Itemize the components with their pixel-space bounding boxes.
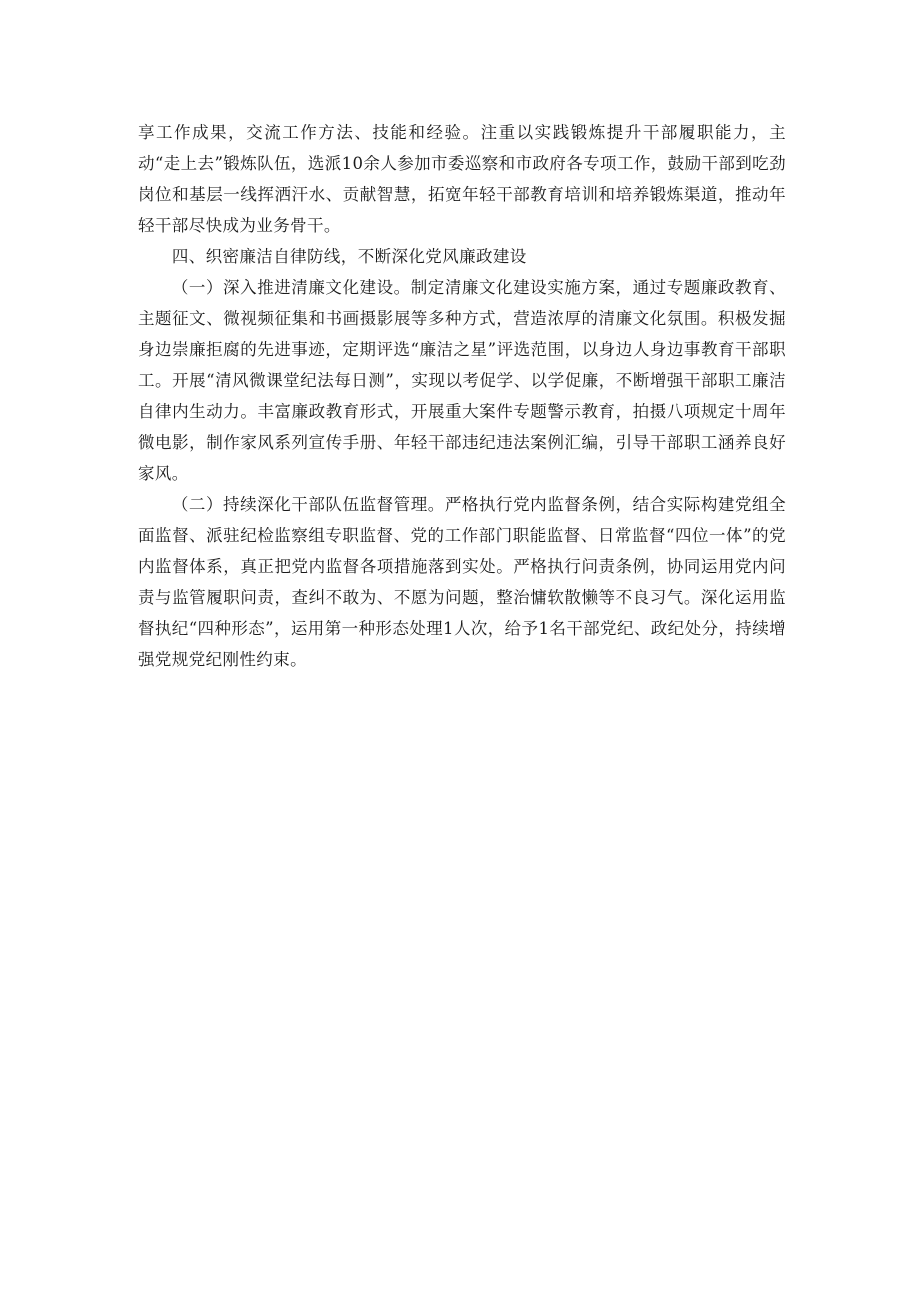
paragraph-continuation: 享工作成果，交流工作方法、技能和经验。注重以实践锻炼提升干部履职能力，主动“走上去”锻炼队伍，选派10余人参加市委巡察和市政府各专项工作，鼓励干部到吃劲岗位和基层一线挥洒汗水、贡献智慧，拓宽年轻干部教育培训和培养锻炼渠道，推动年轻干部尽快成为业务骨干。: [138, 123, 786, 235]
section-heading-4: 四、织密廉洁自律防线，不断深化党风廉政建设: [171, 247, 527, 266]
paragraph-item-1: （一）深入推进清廉文化建设。制定清廉文化建设实施方案，通过专题廉政教育、主题征文、微视频征集和书画摄影展等多种方式，营造浓厚的清廉文化氛围。积极发掘身边崇廉拒腐的先进事迹，定期评选“廉洁之星”评选范围，以身边人身边事教育干部职工。开展“清风微课堂纪法每日测”，实现以考促学、以学促廉，不断增强干部职工廉洁自律内生动力。丰富廉政教育形式，开展重大案件专题警示教育，拍摄八项规定十周年微电影，制作家风系列宣传手册、年轻干部违纪违法案例汇编，引导干部职工涵养良好家风。: [138, 278, 786, 483]
paragraph-item-2: （二）持续深化干部队伍监督管理。严格执行党内监督条例，结合实际构建党组全面监督、派驻纪检监察组专职监督、党的工作部门职能监督、日常监督“四位一体”的党内监督体系，真正把党内监督各项措施落到实处。严格执行问责条例，协同运用党内问责与监管履职问责，查纠不敢为、不愿为问题，整治慵软散懒等不良习气。深化运用监督执纪“四种形态”，运用第一种形态处理1人次，给予1名干部党纪、政纪处分，持续增强党规党纪刚性约束。: [138, 495, 786, 669]
document-body: [138, 117, 786, 675]
